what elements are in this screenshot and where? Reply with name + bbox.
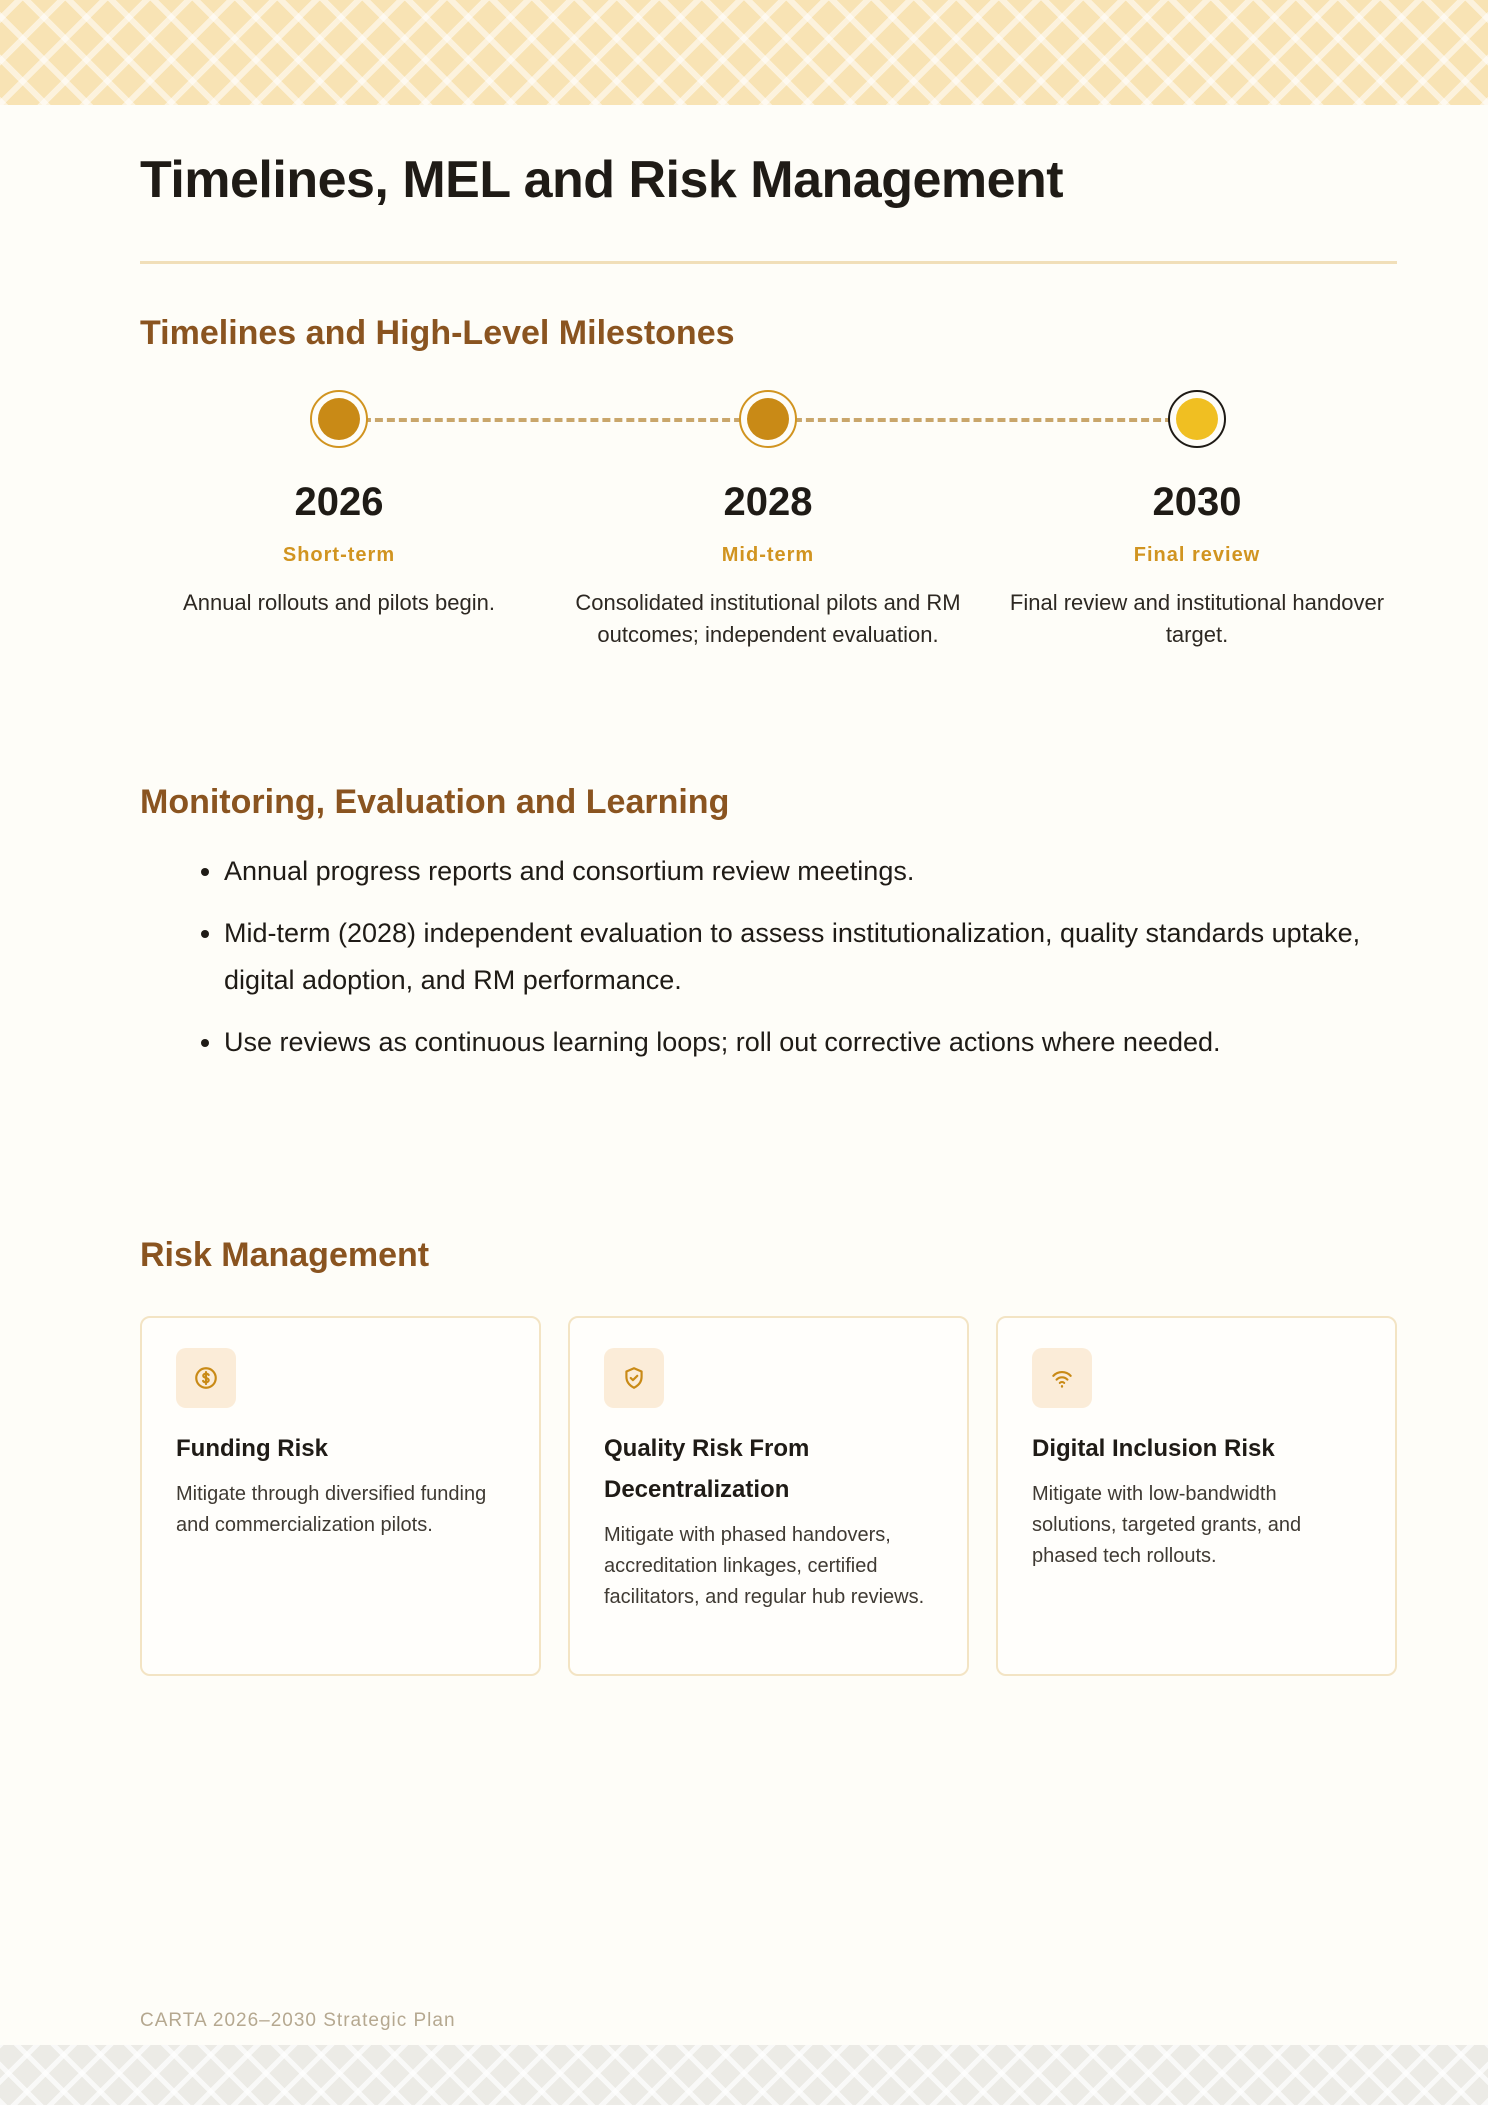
milestone-2030 (992, 390, 1402, 651)
milestone-timeline (140, 390, 1397, 690)
list-item: • Annual progress reports and consortium review meetings. (224, 848, 1397, 895)
title-divider (140, 261, 1397, 264)
milestone-label: Final review (1133, 544, 1261, 566)
milestone-dot-icon (739, 390, 797, 448)
list-item: • Mid-term (2028) independent evaluation to assess institutionalization, quality standards uptake, digital adoption, and RM performance. (224, 910, 1397, 1004)
page-title: Timelines, MEL and Risk Management (140, 151, 1064, 209)
risk-card-description: Mitigate with phased handovers, accreditation linkages, certified facilitators, and regular hub reviews. (604, 1524, 925, 1608)
risk-cards (140, 1316, 1397, 1676)
risk-card-quality (568, 1316, 969, 1676)
milestone-year: 2030 (1152, 480, 1242, 524)
risk-section-title: Risk Management (140, 1236, 430, 1274)
risk-card-digital (996, 1316, 1397, 1676)
timeline-section-title: Timelines and High-Level Milestones (140, 314, 735, 352)
page-footer: CARTA 2026–2030 Strategic Plan (140, 2010, 456, 2031)
milestone-description: Annual rollouts and pilots begin. (183, 590, 495, 615)
milestone-description: Consolidated institutional pilots and RM outcomes; independent evaluation. (575, 590, 961, 647)
milestone-2026 (134, 390, 544, 619)
milestone-year: 2026 (294, 480, 384, 524)
milestone-year: 2028 (723, 480, 813, 524)
milestone-2028 (563, 390, 973, 651)
mel-section-title: Monitoring, Evaluation and Learning (140, 783, 730, 821)
mel-bullet-list (140, 848, 1397, 1081)
milestone-description: Final review and institutional handover target. (1009, 590, 1385, 647)
dollar-coin-icon (176, 1348, 236, 1408)
shield-check-icon (604, 1348, 664, 1408)
top-pattern-band (0, 0, 1488, 105)
risk-card-title: Digital Inclusion Risk (1032, 1435, 1275, 1462)
signal-icon (1032, 1348, 1092, 1408)
risk-card-title: Funding Risk (176, 1435, 328, 1462)
risk-card-title: Quality Risk From Decentralization (604, 1435, 810, 1503)
risk-card-description: Mitigate with low-bandwidth solutions, targeted grants, and phased tech rollouts. (1032, 1483, 1302, 1567)
milestone-label: Mid-term (721, 544, 815, 566)
milestone-dot-icon (1168, 390, 1226, 448)
list-item: • Use reviews as continuous learning loops; roll out corrective actions where needed. (224, 1019, 1397, 1066)
milestone-label: Short-term (282, 544, 396, 566)
bottom-pattern-band (0, 2045, 1488, 2105)
risk-card-funding (140, 1316, 541, 1676)
milestone-dot-icon (310, 390, 368, 448)
risk-card-description: Mitigate through diversified funding and commercialization pilots. (176, 1483, 487, 1536)
